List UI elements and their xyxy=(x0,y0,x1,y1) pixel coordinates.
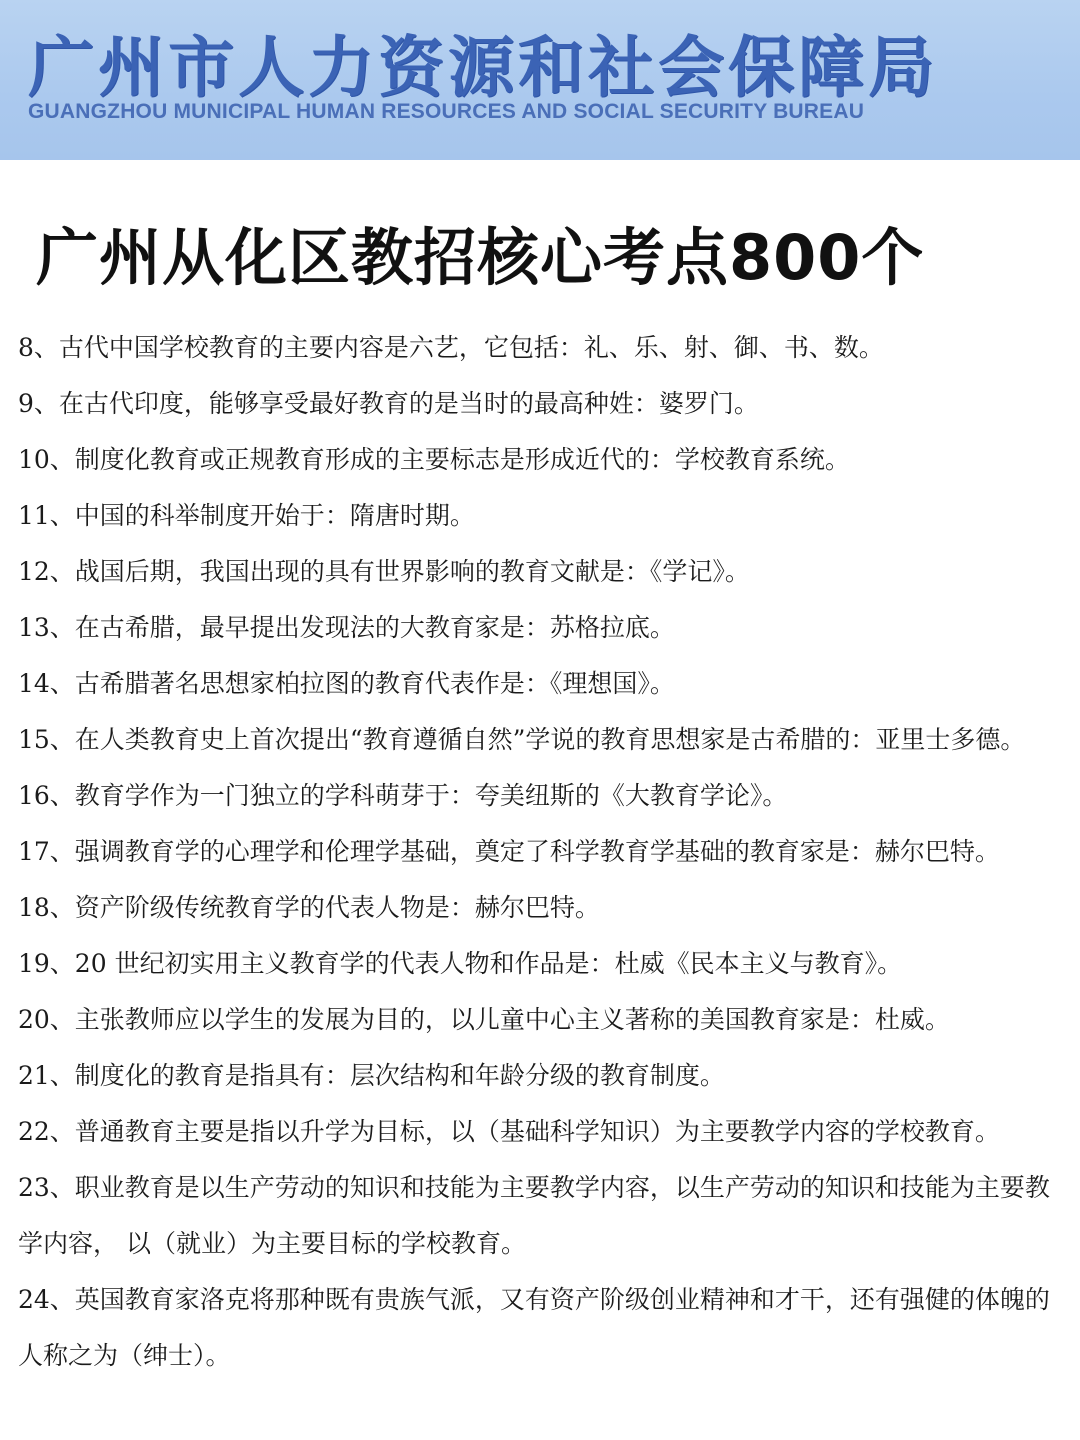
list-item: 11、中国的科举制度开始于：隋唐时期。 xyxy=(18,501,475,530)
list-item: 15、在人类教育史上首次提出“教育遵循自然”学说的教育思想家是古希腊的：亚里士多德。 xyxy=(18,725,1026,754)
list-item: 22、普通教育主要是指以升学为目标，以（基础科学知识）为主要教学内容的学校教育。 xyxy=(18,1117,1000,1146)
list-item: 8、古代中国学校教育的主要内容是六艺，它包括：礼、乐、射、御、书、数。 xyxy=(18,333,884,362)
list-item: 18、资产阶级传统教育学的代表人物是：赫尔巴特。 xyxy=(18,893,600,922)
list-item: 20、主张教师应以学生的发展为目的，以儿童中心主义著称的美国教育家是：杜威。 xyxy=(18,1005,950,1034)
list-item: 12、战国后期，我国出现的具有世界影响的教育文献是：《学记》。 xyxy=(18,557,750,586)
list-item: 21、制度化的教育是指具有：层次结构和年龄分级的教育制度。 xyxy=(18,1061,725,1090)
list-item: 24、英国教育家洛克将那种既有贵族气派，又有资产阶级创业精神和才干，还有强健的体魄的 xyxy=(18,1285,1050,1314)
bureau-banner xyxy=(0,0,1080,160)
bureau-title-cn: 广州市人力资源和社会保障局 xyxy=(28,29,938,106)
bureau-title-en: GUANGZHOU MUNICIPAL HUMAN RESOURCES AND SOCIAL SECURITY BUREAU xyxy=(28,100,865,123)
list-item: 23、职业教育是以生产劳动的知识和技能为主要教学内容，以生产劳动的知识和技能为主要教 xyxy=(18,1173,1050,1202)
list-item: 16、教育学作为一门独立的学科萌芽于：夸美纽斯的《大教育学论》。 xyxy=(18,781,788,810)
list-item: 13、在古希腊，最早提出发现法的大教育家是：苏格拉底。 xyxy=(18,613,675,642)
list-item: 19、20 世纪初实用主义教育学的代表人物和作品是：杜威《民本主义与教育》。 xyxy=(18,949,903,978)
list-item: 14、古希腊著名思想家柏拉图的教育代表作是：《理想国》。 xyxy=(18,669,675,698)
list-item: 17、强调教育学的心理学和伦理学基础，奠定了科学教育学基础的教育家是：赫尔巴特。 xyxy=(18,837,1000,866)
page-title: 广州从化区教招核心考点800个 xyxy=(36,221,925,294)
list-item-continuation: 人称之为（绅士）。 xyxy=(18,1341,231,1370)
exam-points-list xyxy=(18,326,1080,1390)
list-item: 10、制度化教育或正规教育形成的主要标志是形成近代的：学校教育系统。 xyxy=(18,445,850,474)
list-item-continuation: 学内容， 以（就业）为主要目标的学校教育。 xyxy=(18,1229,526,1258)
list-item: 9、在古代印度，能够享受最好教育的是当时的最高种姓：婆罗门。 xyxy=(18,389,759,418)
